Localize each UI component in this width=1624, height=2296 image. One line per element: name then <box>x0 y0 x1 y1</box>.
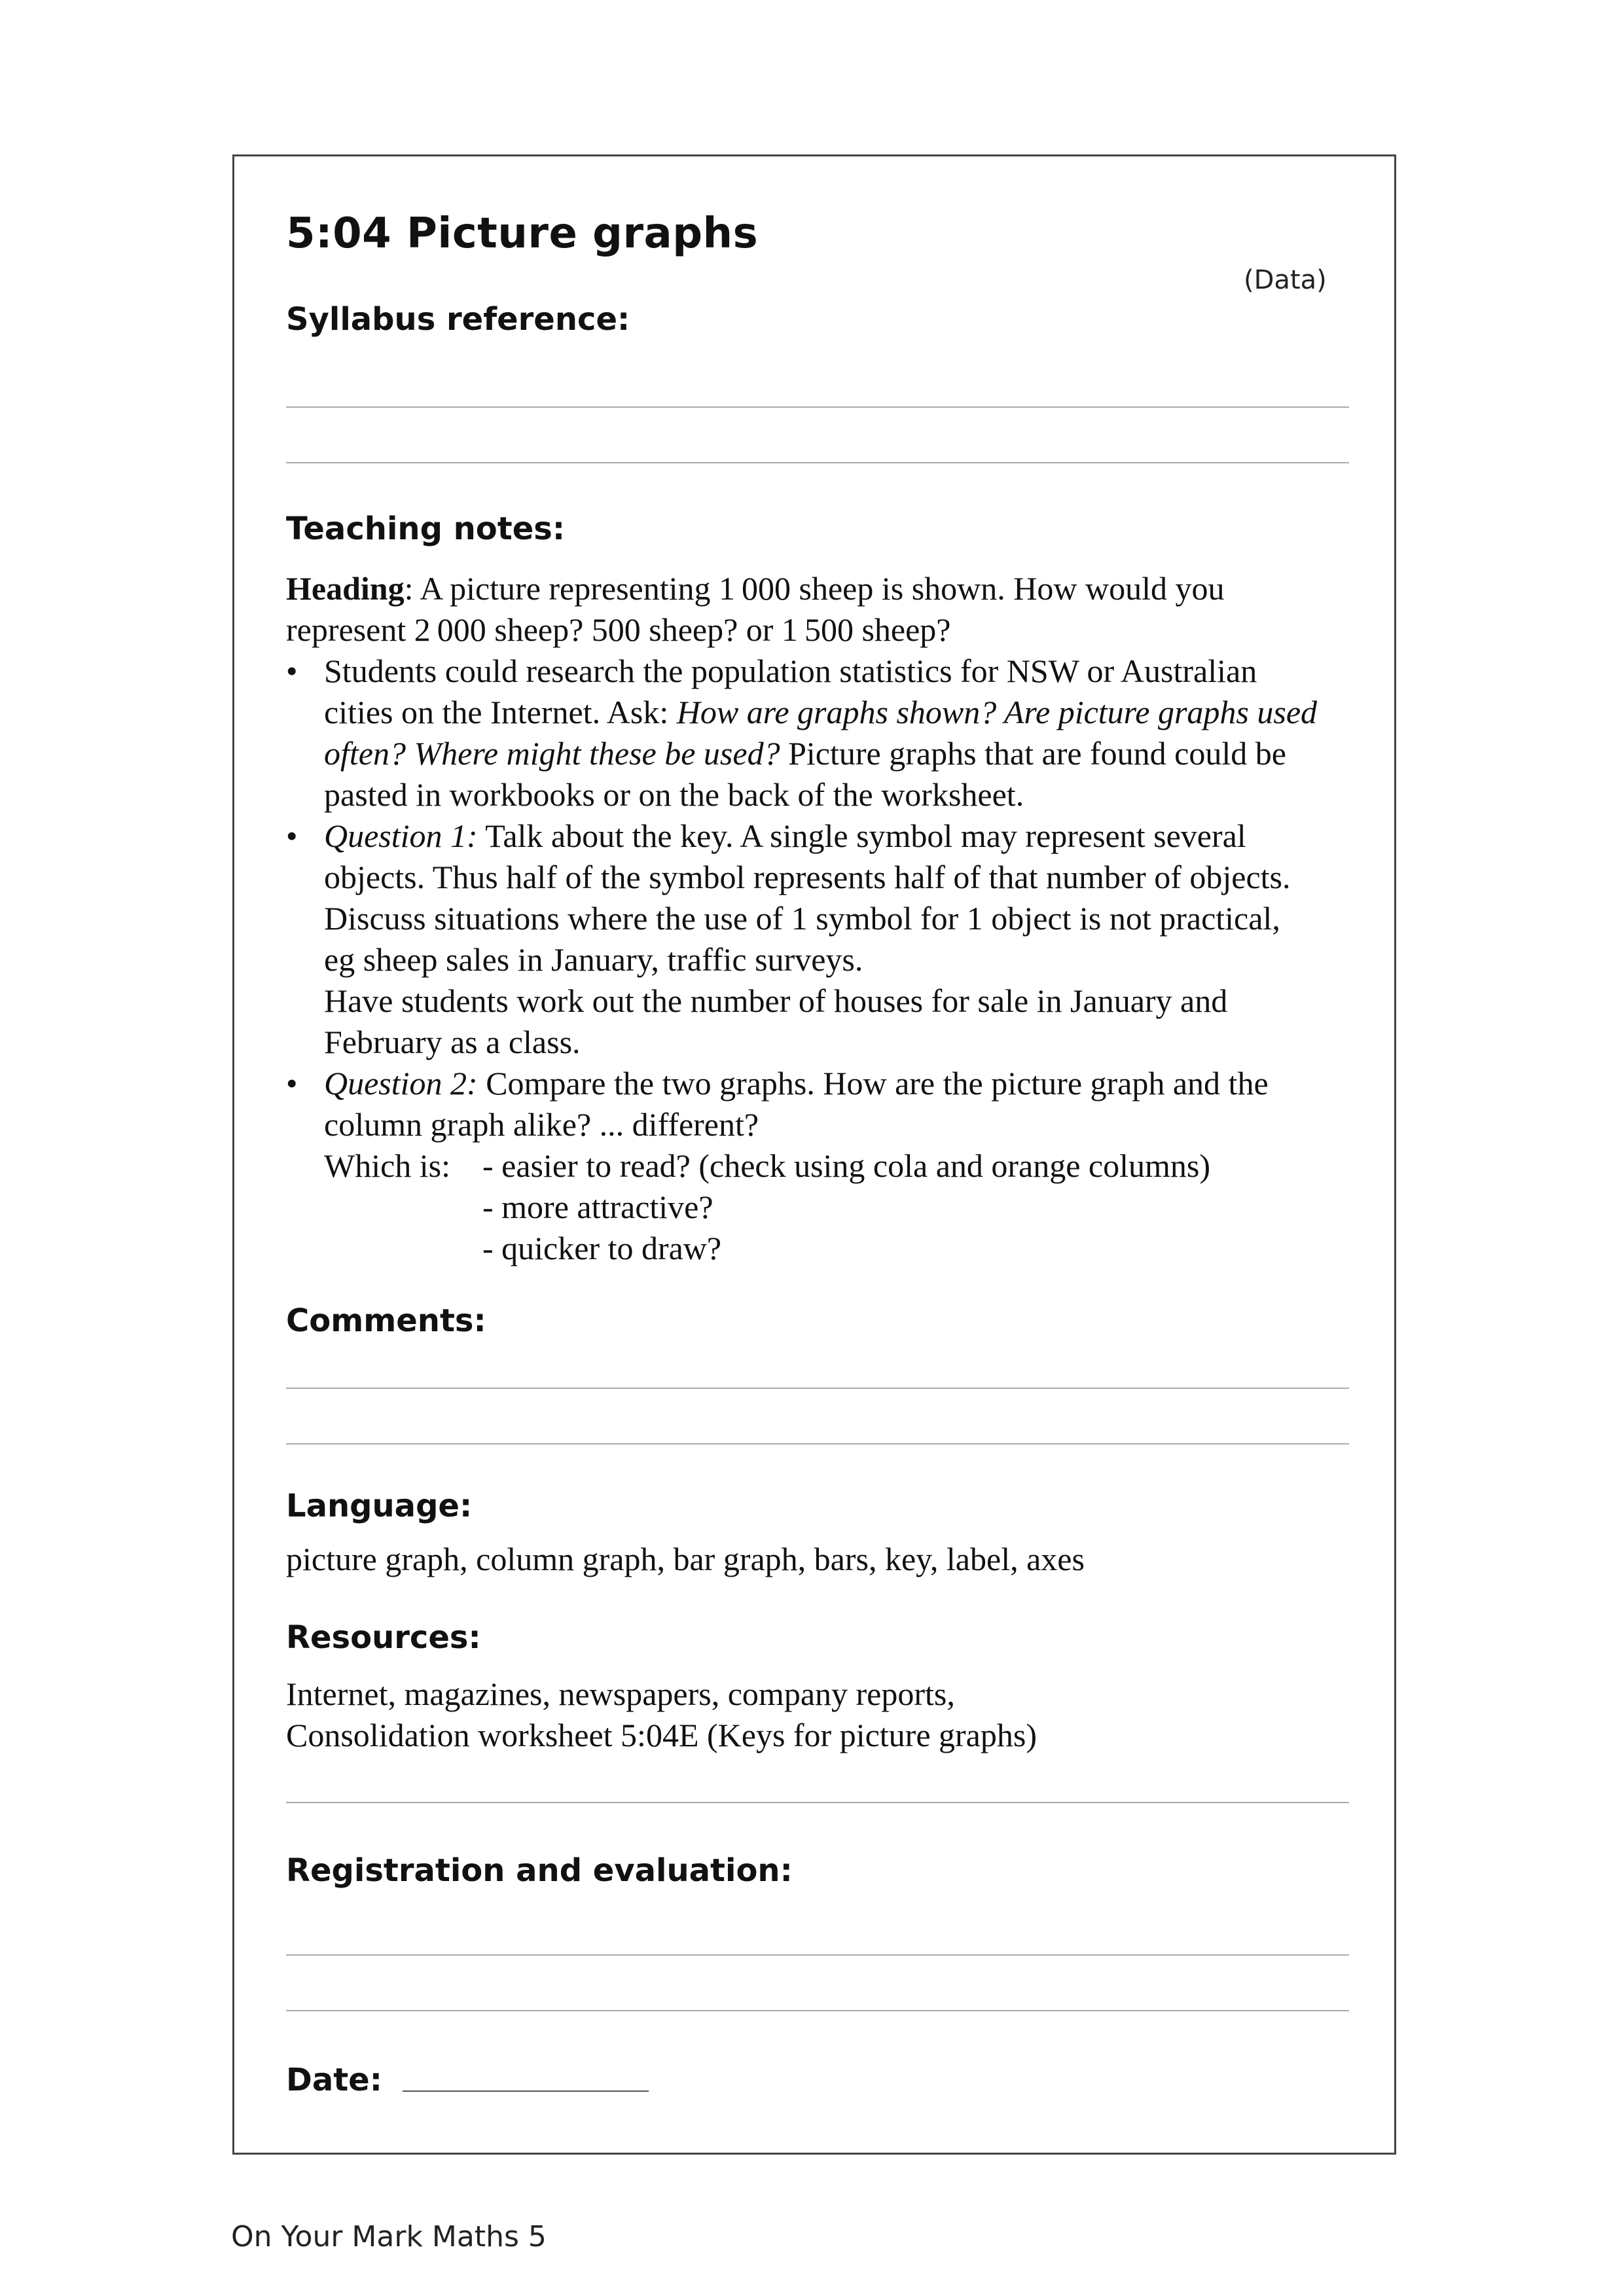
resources-line-1: Internet, magazines, newspapers, company reports, <box>286 1676 955 1712</box>
resources-heading: Resources: <box>286 1619 481 1656</box>
bullet-3-line-1-plain: Compare the two graphs. How are the picture graph and the <box>477 1065 1269 1102</box>
intro-bold: Heading <box>286 570 405 607</box>
bullet-2-question-label: Question 1: <box>324 817 478 854</box>
page-title: 5:04 Picture graphs <box>286 209 759 258</box>
bullet-2-line-5: Have students work out the number of houses for sale in January and <box>324 982 1228 1019</box>
intro-line-1 <box>286 568 1360 609</box>
syllabus-line-2 <box>286 462 1349 463</box>
bullet-1-dot: • <box>286 653 298 689</box>
bullet-1-line-3-plain: Picture graphs that are found could be <box>780 735 1286 772</box>
comments-heading: Comments: <box>286 1302 486 1339</box>
bullet-2-line-1-plain: Talk about the key. A single symbol may represent several <box>477 817 1246 854</box>
bullet-3-line-2: column graph alike? ... different? <box>324 1106 759 1143</box>
syllabus-heading: Syllabus reference: <box>286 301 630 338</box>
language-heading: Language: <box>286 1488 473 1524</box>
bullet-1-line-2 <box>324 692 1358 733</box>
date-label: Date: <box>286 2062 382 2098</box>
bullet-1-line-4: pasted in workbooks or on the back of the worksheet. <box>324 776 1024 813</box>
date-line <box>403 2090 649 2092</box>
comments-line-2 <box>286 1443 1349 1444</box>
bullet-1-line-3 <box>324 733 1358 774</box>
strand-tag: (Data) <box>1244 265 1327 295</box>
syllabus-line-1 <box>286 406 1349 408</box>
bullet-2-line-6: February as a class. <box>324 1024 581 1060</box>
resources-line <box>286 1802 1349 1803</box>
option-easier-to-read: - easier to read? (check using cola and orange columns) <box>482 1147 1211 1184</box>
resources-line-2: Consolidation worksheet 5:04E (Keys for picture graphs) <box>286 1717 1037 1753</box>
intro-line-1-text: : A picture representing 1 000 sheep is shown. How would you <box>404 570 1225 607</box>
bullet-2-line-2: objects. Thus half of the symbol represents half of that number of objects. <box>324 859 1291 895</box>
language-text: picture graph, column graph, bar graph, bars, key, label, axes <box>286 1541 1085 1577</box>
option-quicker-to-draw: - quicker to draw? <box>482 1230 722 1266</box>
option-more-attractive: - more attractive? <box>482 1189 713 1225</box>
which-is-label: Which is: <box>324 1147 451 1184</box>
registration-line-1 <box>286 1954 1349 1956</box>
page-footer: On Your Mark Maths 5 <box>231 2220 547 2253</box>
bullet-3-line-1 <box>324 1063 1358 1104</box>
bullet-1-line-1: Students could research the population statistics for NSW or Australian <box>324 653 1257 689</box>
bullet-2-line-3: Discuss situations where the use of 1 symbol for 1 object is not practical, <box>324 900 1280 937</box>
bullet-1-line-2-italic: How are graphs shown? Are picture graphs used <box>676 694 1318 730</box>
registration-line-2 <box>286 2010 1349 2011</box>
teaching-notes-heading: Teaching notes: <box>286 511 566 547</box>
bullet-3-dot: • <box>286 1065 298 1102</box>
bullet-2-line-4: eg sheep sales in January, traffic surveys. <box>324 941 863 978</box>
intro-line-2: represent 2 000 sheep? 500 sheep? or 1 500 sheep? <box>286 611 951 648</box>
comments-line-1 <box>286 1388 1349 1389</box>
bullet-2-dot: • <box>286 817 298 854</box>
bullet-1-line-3-italic: often? Where might these be used? <box>324 735 780 772</box>
bullet-1-line-2-plain: cities on the Internet. Ask: <box>324 694 677 730</box>
bullet-2-line-1 <box>324 816 1358 857</box>
bullet-3-question-label: Question 2: <box>324 1065 478 1102</box>
registration-heading: Registration and evaluation: <box>286 1852 793 1889</box>
